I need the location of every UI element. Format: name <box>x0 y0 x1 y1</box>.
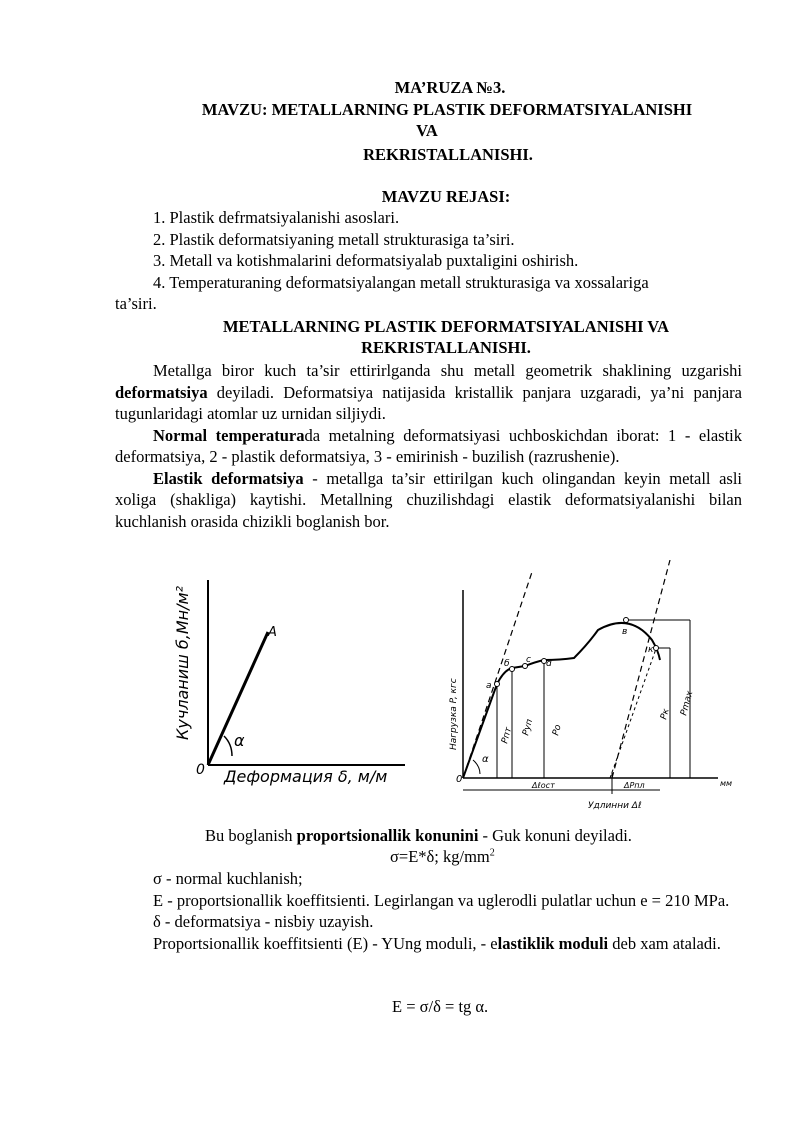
left-origin: 0 <box>196 762 205 778</box>
left-angle: α <box>234 731 245 750</box>
delta-definition: δ - deformatsiya - nisbiy uzayish. <box>153 912 374 931</box>
topic-title-line3: REKRISTALLANISHI. <box>363 145 533 164</box>
label-d: d <box>546 659 552 669</box>
vlabel-pk: Pк <box>659 707 672 721</box>
young-text-b: deb xam ataladi. <box>608 933 721 953</box>
caption-term: proportsionallik konunini <box>296 826 479 845</box>
label-dl-ost: Δℓост <box>532 781 555 790</box>
right-x-caption: Удлинни Δℓ <box>588 801 642 811</box>
curve-points <box>495 618 659 687</box>
vlabel-pmax: Pmax <box>679 689 696 717</box>
right-diagram <box>463 560 718 794</box>
plan-item-4: 4. Temperaturaning deformatsiyalangan metall strukturasiga va xossalariga <box>153 273 649 292</box>
right-angle-arc <box>473 760 480 774</box>
label-c: c <box>526 655 531 665</box>
right-angle: α <box>482 754 489 765</box>
sigma-definition: σ - normal kuchlanish; <box>153 869 303 888</box>
p3-term: Elastik deformatsiya <box>153 468 304 488</box>
label-k: к <box>648 645 654 655</box>
label-b: б <box>504 659 510 669</box>
final-formula: E = σ/δ = tg α. <box>392 997 489 1016</box>
definitions <box>115 868 742 954</box>
p1-text-a: Metallga biror kuch ta’sir ettirirlganda shu metall geometrik shaklining uzgarishi <box>153 361 742 380</box>
left-y-label: Кучланиш б,Мн/м² <box>173 586 192 740</box>
left-x-label: Деформация δ, м/м <box>224 767 388 786</box>
young-text-a: Proportsionallik koeffitsienti (E) - YUng moduli, - e <box>153 933 498 953</box>
p2-term: Normal temperatura <box>153 425 305 445</box>
right-y-label: Нагрузка P, кгс <box>449 678 459 750</box>
left-point-a: A <box>268 625 277 640</box>
topic-title-line2: VA <box>416 121 438 140</box>
vlabel-ppt: Pпт <box>500 726 515 745</box>
plan-item-1: 1. Plastik defrmatsiyalanishi asoslari. <box>153 208 400 227</box>
young-term: lastiklik moduli <box>497 933 609 953</box>
e-definition: E - proportsionallik koeffitsienti. Legirlangan va uglerodli pulatlar uchun e = 210 MPa. <box>153 890 730 910</box>
p1-text-b: deyiladi. Deformatsiya natijasida kristallik panjara uzgaradi, ya’ni panjara tugunlaridagi atomlar uz urnidan siljiydi. <box>115 382 742 423</box>
vlabel-po: Pо <box>551 723 564 737</box>
paragraph-elastic <box>115 468 742 533</box>
p3-text: - metallga ta’sir ettirilgan kuch olingandan keyin metall asli xoliga (shakliga) kaytishi. Metallning chuzilishdagi elastik deformatsiyalanishi bilan kuchlanish orasida chizikli boglanish bor. <box>115 468 742 531</box>
section-title-line1: METALLARNING PLASTIK DEFORMATSIYALANISHI VA <box>222 317 670 336</box>
p2-text: da metalning deformatsiyasi uchboskichdan iborat: 1 - elastik deformatsiya, 2 - plastik deformatsiya, 3 - emirinish - buzilish (razrushenie). <box>115 425 742 466</box>
load-curve <box>463 623 660 778</box>
plan-title: MAVZU REJASI: <box>381 187 511 206</box>
right-origin: 0 <box>456 774 463 785</box>
plan-item-3: 3. Metall va kotishmalarini deformatsiyalab puxtaligini oshirish. <box>153 251 579 270</box>
point-a <box>495 682 500 687</box>
vlabel-pup: Pуп <box>521 718 536 737</box>
right-x-end: мм <box>720 779 733 788</box>
right-dashed-elastic-2 <box>612 560 670 778</box>
caption-text-b: - Guk konuni deyiladi. <box>478 826 632 845</box>
young-definition <box>115 933 742 955</box>
topic-title-line1: MAVZU: METALLARNING PLASTIK DEFORMATSIYALANISHI <box>201 100 693 119</box>
label-dp-pl: ΔPпл <box>624 781 645 790</box>
point-v <box>624 618 629 623</box>
section-title-line2: REKRISTALLANISHI. <box>361 338 531 357</box>
p1-term: deformatsiya <box>115 382 208 402</box>
label-v: в <box>622 627 628 637</box>
hooke-formula <box>390 847 495 867</box>
hooke-formula-sup: 2 <box>489 847 495 859</box>
plan-item-2: 2. Plastik deformatsiyaning metall strukturasiga ta’siri. <box>153 230 515 249</box>
caption-text-a: Bu boglanish <box>205 826 297 845</box>
paragraph-deformation <box>115 360 742 425</box>
caption-line <box>205 826 632 846</box>
stress-strain-figure <box>160 560 750 815</box>
body-text <box>115 360 742 532</box>
point-b <box>510 667 515 672</box>
point-k <box>654 646 659 651</box>
hooke-formula-text: σ=E*δ; kg/mm <box>390 847 490 866</box>
plan-item-4-continued: ta’siri. <box>115 294 157 313</box>
label-a: a <box>486 681 492 691</box>
left-angle-arc <box>224 736 232 756</box>
lecture-number: MA’RUZA №3. <box>394 78 506 97</box>
paragraph-normal-temperature <box>115 425 742 468</box>
